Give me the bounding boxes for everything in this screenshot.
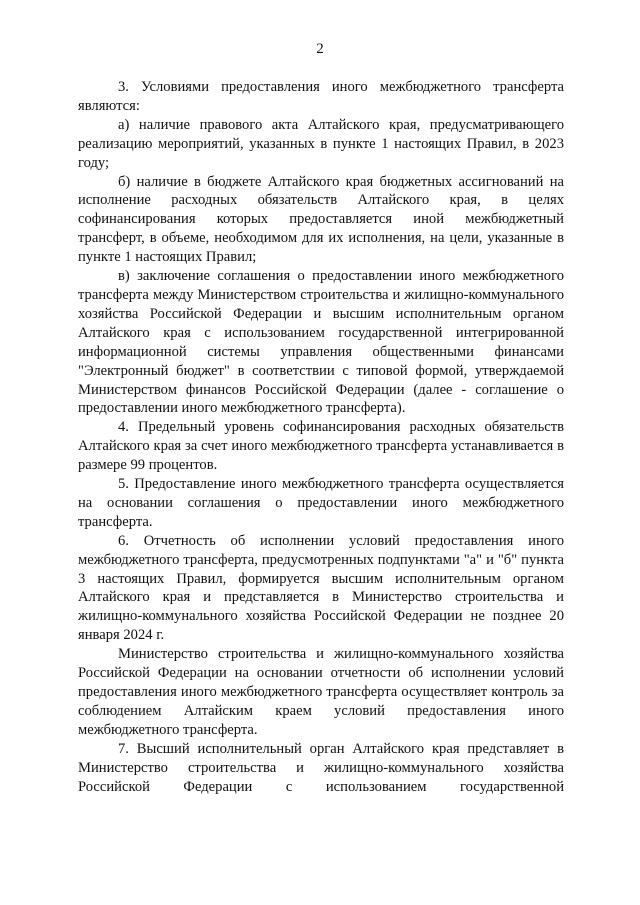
paragraph-clause-3a: а) наличие правового акта Алтайского края, предусматривающего реализацию мероприятий, указанных в пункте 1 настоящих Правил, в 2023 году; — [78, 116, 564, 171]
document-body — [78, 78, 564, 796]
paragraph-clause-7: 7. Высший исполнительный орган Алтайского края представляет в Министерство строительства и жилищно-коммунального хозяйства Российской Федерации с использованием государственной — [78, 740, 564, 795]
paragraph-clause-6-control: Министерство строительства и жилищно-коммунального хозяйства Российской Федерации на основании отчетности об исполнении условий предоставления иного межбюджетного трансферта осуществляет контроль за соблюдением Алтайским краем условий предоставления иного межбюджетного трансферта. — [78, 646, 564, 738]
paragraph-clause-6: 6. Отчетность об исполнении условий предоставления иного межбюджетного трансферта, предусмотренных подпунктами "а" и "б" пункта 3 настоящих Правил, формируется высшим исполнительным органом Алтайского края и представляется в Министерство строительства и жилищно-коммунального хозяйства Российской Федерации не позднее 20 января 2024 г. — [78, 532, 564, 644]
paragraph-clause-4: 4. Предельный уровень софинансирования расходных обязательств Алтайского края за счет иного межбюджетного трансферта устанавливается в размере 99 процентов. — [78, 419, 564, 474]
paragraph-clause-3b: б) наличие в бюджете Алтайского края бюджетных ассигнований на исполнение расходных обязательств Алтайского края, в целях софинансирования которых предоставляется иной межбюджетный трансферт, в объеме, необходимом для их исполнения, на цели, указанные в пункте 1 настоящих Правил; — [78, 173, 564, 266]
paragraph-clause-5: 5. Предоставление иного межбюджетного трансферта осуществляется на основании соглашения о предоставлении иного межбюджетного трансферта. — [78, 476, 564, 530]
paragraph-clause-3: 3. Условиями предоставления иного межбюджетного трансферта являются: — [78, 79, 564, 114]
paragraph-clause-3c: в) заключение соглашения о предоставлении иного межбюджетного трансферта между Министерством строительства и жилищно-коммунального хозяйства Российской Федерации и высшим исполнительным органом Алтайского края с использованием государственной интегрированной информационной системы управления общественными финансами "Электронный бюджет" в соответствии с типовой формой, утверждаемой Министерством финансов Российской Федерации (далее - соглашение о предоставлении иного межбюджетного трансферта). — [78, 268, 564, 417]
page-number: 2 — [316, 41, 324, 57]
